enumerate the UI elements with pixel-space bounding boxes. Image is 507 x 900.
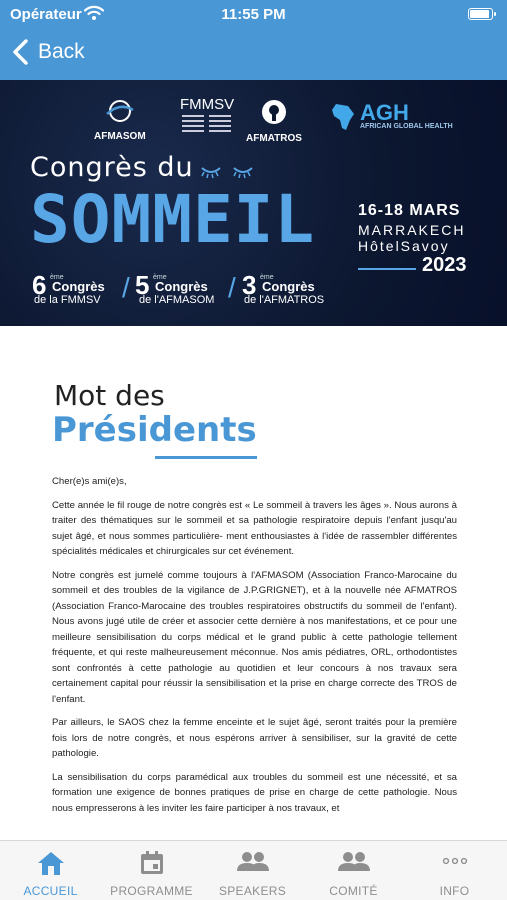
home-icon [36,849,66,877]
heading-line-2: Présidents [52,410,257,450]
paragraph: Cher(e)s ami(e)s, [52,476,127,487]
tab-programme[interactable] [101,841,202,900]
fmmsv-logo: FMMSV [180,96,234,142]
afmasom-logo: AFMASOM [94,98,146,142]
tab-info[interactable] [404,841,505,900]
event-details [358,202,478,277]
event-venue: HôtelSavoy [358,238,450,254]
congress-editions: 6 ème Congrès de la FMMSV / 5 ème Congrès de l'AFMASOM / 3 ème Congrès de l'AFMATROS [32,270,325,306]
banner-title: SOMMEIL [30,181,316,258]
heading-underline [155,456,257,459]
tab-accueil[interactable] [0,841,101,900]
heading-line-1: Mot des [54,379,165,412]
divider-slash: / [228,272,236,303]
chevron-left-icon [10,39,32,65]
people-icon [236,849,270,875]
agh-logo: AGH AFRICAN GLOBAL HEALTH [330,102,453,132]
tab-label: PROGRAMME [110,884,193,898]
tab-label: SPEAKERS [218,884,287,898]
tab-label: ACCUEIL [23,884,78,898]
top-bar [0,0,507,80]
congress-banner [0,80,507,326]
clock: 11:55 PM [221,6,286,23]
event-city: MARRAKECH [358,222,466,238]
battery-icon [468,8,493,20]
paragraph: La sensibilisation du corps paramédical aux troubles du sommeil est une nécessité, et sa formation une exigence de bonnes pratiques de prise en charge de cette pathologie. Nous nous empresserons à les inviter les faire participer à nos travaux, et [52,771,457,814]
message-content[interactable] [0,326,507,840]
tab-label: COMITÉ [329,884,378,898]
paragraph: Par ailleurs, le SAOS chez la femme enceinte et le sujet âgé, seront traités pour la première fois lors de notre congrès, et nous espérons arriver à sensibiliser, sur la gravité de cette pathologie. [52,717,457,759]
more-icon [441,849,469,873]
banner-subtitle: Congrès du [30,152,194,183]
tab-label: INFO [439,884,470,898]
calendar-icon [138,849,166,877]
afmatros-logo: AFMATROS [246,98,302,144]
divider-slash: / [122,272,130,303]
back-label: Back [38,40,85,63]
event-dates: 16-18 MARS [358,202,461,219]
paragraph: Cette année le fil rouge de notre congrès est « Le sommeil à travers les âges ». Nous aurons à traiter des thématiques sur le sommeil et sa pathologie respiratoire depuis l'enfant jusqu'au sujet âgé, et nous sommes particulière- ment enthousiastes à l'idée de rassembler différentes spécialités médicales et chirurgicales sur cet événement. [52,499,457,557]
paragraph: Notre congrès est jumelé comme toujours à l'AFMASOM (Association Franco-Marocaine du sommeil et des troubles de la vigilance de J.P.GRIGNET), et à la nouvelle née AFMATROS (Association Franco-Marocaine des troubles respiratoires obstructifs du sommeil de l'enfant). Nous avons jugé utile de créer et associer cette dernière à nos manifestations, et ce pour une meilleure sensibilisation du corps médical et le grand public à cette pathologie tellement fréquente, et qui reste malheureusement méconnue. Nos amis pédiatres, ORL, orthodontistes sont confrontés à cette pathologie au quotidien et leur concours à nos travaux sera certainement capital pour réussir la sensibilisation et la prise en charge correcte des TROS de l'enfant. [52,569,457,705]
back-button[interactable] [10,36,85,68]
tab-comite[interactable] [303,841,404,900]
carrier-label: Opérateur [10,6,82,23]
event-year: 2023 [422,254,467,276]
message-body [52,474,457,824]
sleeping-eyes-icon [198,164,264,180]
partner-logos [0,96,507,152]
tab-bar [0,840,507,900]
people-icon [337,849,371,875]
status-bar [0,0,507,30]
tab-speakers[interactable] [202,841,303,900]
